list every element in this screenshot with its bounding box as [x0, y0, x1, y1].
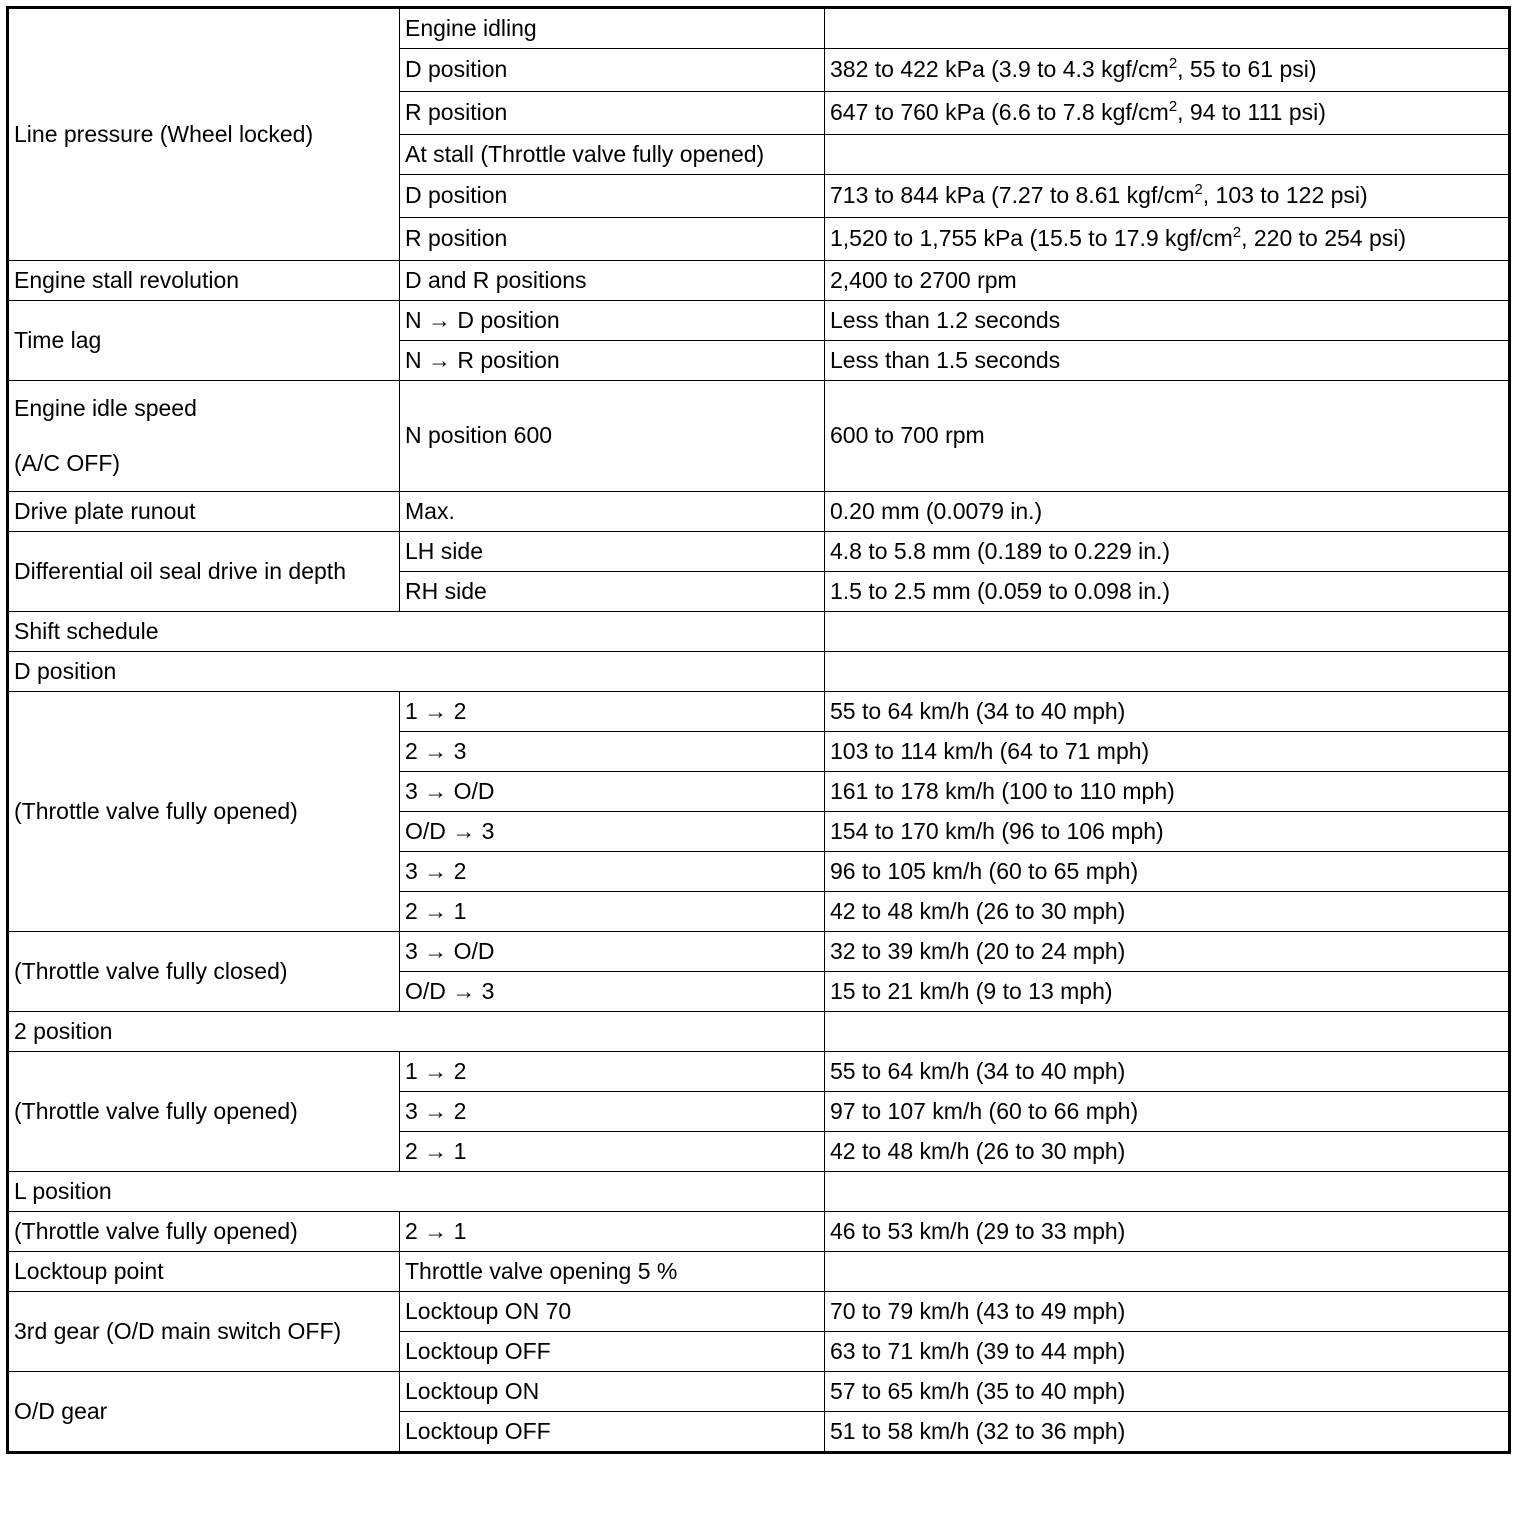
row-label: O/D gear — [8, 1372, 400, 1453]
table-row — [8, 1292, 1510, 1332]
table-row — [8, 1052, 1510, 1092]
value-cell — [825, 8, 1510, 49]
value-cell: 63 to 71 km/h (39 to 44 mph) — [825, 1332, 1510, 1372]
condition-cell: Locktoup OFF — [400, 1412, 825, 1453]
condition-cell: LH side — [400, 532, 825, 572]
value-cell: 103 to 114 km/h (64 to 71 mph) — [825, 732, 1510, 772]
row-label: (Throttle valve fully opened) — [8, 1212, 400, 1252]
condition-cell: Throttle valve opening 5 % — [400, 1252, 825, 1292]
section-heading: 2 position — [8, 1012, 825, 1052]
row-label: (Throttle valve fully closed) — [8, 932, 400, 1012]
condition-cell: Locktoup ON — [400, 1372, 825, 1412]
value-cell: 96 to 105 km/h (60 to 65 mph) — [825, 852, 1510, 892]
condition-cell: Locktoup OFF — [400, 1332, 825, 1372]
value-cell: 600 to 700 rpm — [825, 381, 1510, 492]
table-row — [8, 1012, 1510, 1052]
condition-cell: N position 600 — [400, 381, 825, 492]
row-label: Time lag — [8, 301, 400, 381]
table-row — [8, 932, 1510, 972]
table-row — [8, 612, 1510, 652]
value-cell: 1.5 to 2.5 mm (0.059 to 0.098 in.) — [825, 572, 1510, 612]
condition-cell: R position — [400, 92, 825, 135]
table-row — [8, 1212, 1510, 1252]
value-cell: 55 to 64 km/h (34 to 40 mph) — [825, 692, 1510, 732]
shift-cell: O/D → 3 — [400, 972, 825, 1012]
section-heading: D position — [8, 652, 825, 692]
value-cell — [825, 1012, 1510, 1052]
shift-cell: 2 → 1 — [400, 892, 825, 932]
value-cell: 0.20 mm (0.0079 in.) — [825, 492, 1510, 532]
table-row — [8, 492, 1510, 532]
table-row — [8, 1252, 1510, 1292]
value-cell: Less than 1.2 seconds — [825, 301, 1510, 341]
value-cell — [825, 652, 1510, 692]
condition-cell: N → R position — [400, 341, 825, 381]
row-label: (Throttle valve fully opened) — [8, 692, 400, 932]
section-heading: Shift schedule — [8, 612, 825, 652]
value-cell: 42 to 48 km/h (26 to 30 mph) — [825, 1132, 1510, 1172]
condition-cell: D position — [400, 175, 825, 218]
value-cell: 2,400 to 2700 rpm — [825, 261, 1510, 301]
value-cell: 4.8 to 5.8 mm (0.189 to 0.229 in.) — [825, 532, 1510, 572]
row-label: (Throttle valve fully opened) — [8, 1052, 400, 1172]
table-row — [8, 301, 1510, 341]
table-row — [8, 381, 1510, 492]
value-cell: 46 to 53 km/h (29 to 33 mph) — [825, 1212, 1510, 1252]
condition-cell: Max. — [400, 492, 825, 532]
table-row — [8, 692, 1510, 732]
row-label: Line pressure (Wheel locked) — [8, 8, 400, 261]
section-heading: L position — [8, 1172, 825, 1212]
row-label: Differential oil seal drive in depth — [8, 532, 400, 612]
shift-cell: 3 → 2 — [400, 1092, 825, 1132]
specification-table — [6, 6, 1511, 1454]
table-row — [8, 8, 1510, 49]
condition-cell: Locktoup ON 70 — [400, 1292, 825, 1332]
condition-cell: R position — [400, 218, 825, 261]
shift-cell: 1 → 2 — [400, 692, 825, 732]
value-cell — [825, 135, 1510, 175]
shift-cell: 2 → 1 — [400, 1132, 825, 1172]
value-cell — [825, 612, 1510, 652]
table-row — [8, 532, 1510, 572]
value-cell: 70 to 79 km/h (43 to 49 mph) — [825, 1292, 1510, 1332]
value-cell — [825, 1252, 1510, 1292]
shift-cell: 3 → 2 — [400, 852, 825, 892]
shift-cell: 2 → 1 — [400, 1212, 825, 1252]
value-cell: 32 to 39 km/h (20 to 24 mph) — [825, 932, 1510, 972]
shift-cell: 3 → O/D — [400, 772, 825, 812]
value-cell: 97 to 107 km/h (60 to 66 mph) — [825, 1092, 1510, 1132]
value-cell: 51 to 58 km/h (32 to 36 mph) — [825, 1412, 1510, 1453]
value-cell: 15 to 21 km/h (9 to 13 mph) — [825, 972, 1510, 1012]
value-cell: 161 to 178 km/h (100 to 110 mph) — [825, 772, 1510, 812]
shift-cell: 3 → O/D — [400, 932, 825, 972]
row-label: Locktoup point — [8, 1252, 400, 1292]
condition-cell: RH side — [400, 572, 825, 612]
value-cell: 57 to 65 km/h (35 to 40 mph) — [825, 1372, 1510, 1412]
condition-cell: D and R positions — [400, 261, 825, 301]
shift-cell: 2 → 3 — [400, 732, 825, 772]
table-row — [8, 1372, 1510, 1412]
condition-cell: At stall (Throttle valve fully opened) — [400, 135, 825, 175]
shift-cell: 1 → 2 — [400, 1052, 825, 1092]
value-cell — [825, 1172, 1510, 1212]
row-label: 3rd gear (O/D main switch OFF) — [8, 1292, 400, 1372]
condition-cell: N → D position — [400, 301, 825, 341]
value-cell: 382 to 422 kPa (3.9 to 4.3 kgf/$cm^2$, 55 to 61 psi) — [825, 49, 1510, 92]
row-label: Engine idle speed (A/C OFF) — [8, 381, 400, 492]
condition-cell: D position — [400, 49, 825, 92]
table-row — [8, 1172, 1510, 1212]
condition-cell: Engine idling — [400, 8, 825, 49]
value-cell: 647 to 760 kPa (6.6 to 7.8 kgf/$cm^2$, 94 to 111 psi) — [825, 92, 1510, 135]
value-cell: 1,520 to 1,755 kPa (15.5 to 17.9 kgf/$cm^2$, 220 to 254 psi) — [825, 218, 1510, 261]
shift-cell: O/D → 3 — [400, 812, 825, 852]
table-row — [8, 652, 1510, 692]
row-label: Engine stall revolution — [8, 261, 400, 301]
value-cell: Less than 1.5 seconds — [825, 341, 1510, 381]
value-cell: 154 to 170 km/h (96 to 106 mph) — [825, 812, 1510, 852]
row-label: Drive plate runout — [8, 492, 400, 532]
value-cell: 42 to 48 km/h (26 to 30 mph) — [825, 892, 1510, 932]
value-cell: 713 to 844 kPa (7.27 to 8.61 kgf/$cm^2$, 103 to 122 psi) — [825, 175, 1510, 218]
table-row — [8, 261, 1510, 301]
value-cell: 55 to 64 km/h (34 to 40 mph) — [825, 1052, 1510, 1092]
